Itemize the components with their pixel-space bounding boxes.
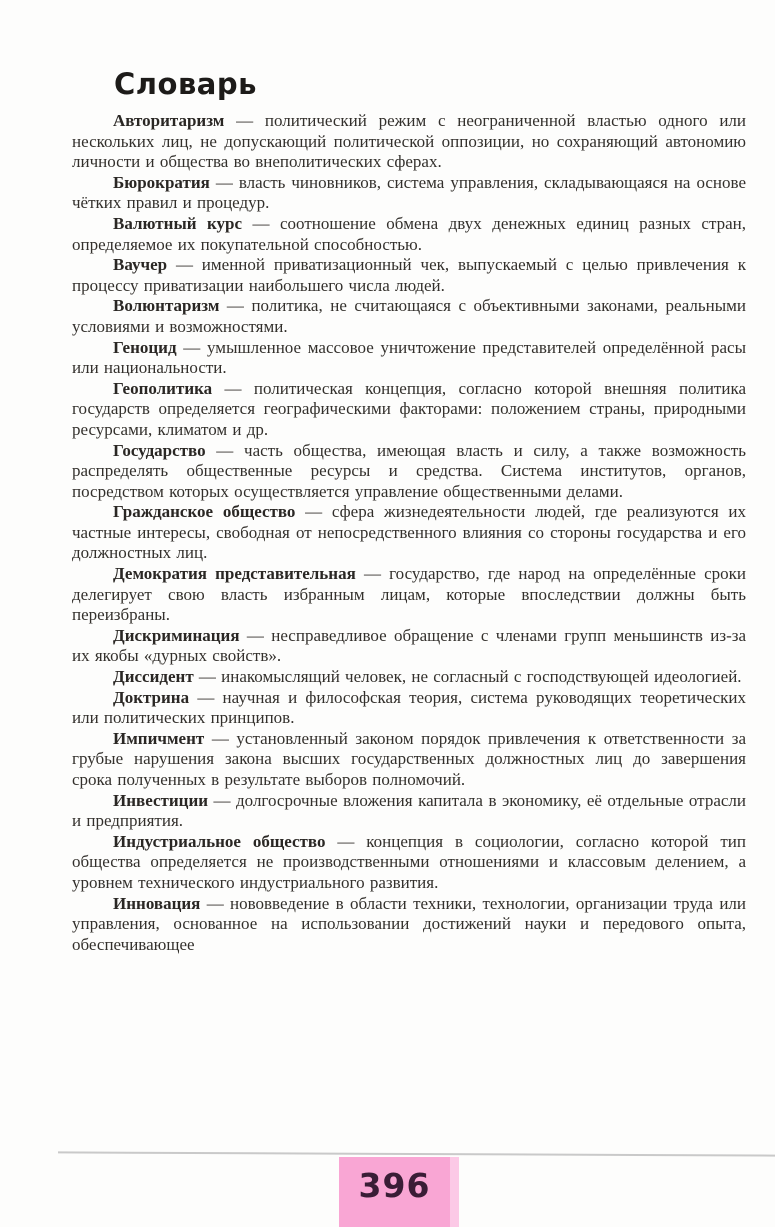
glossary-entry: Доктрина — научная и философская теория, система руководящих теоретических или политических принципов.	[72, 687, 746, 728]
glossary-term: Ваучер	[113, 255, 168, 275]
glossary-entry: Авторитаризм — политический режим с неограниченной властью одного или нескольких лиц, не допускающий политической оппозиции, но сохраняющий автономию личности и общества во внеполитических сферах.	[72, 111, 746, 172]
glossary-entry: Инвестиции — долгосрочные вложения капитала в экономику, её отдельные отрасли и предприятия.	[72, 790, 746, 831]
glossary-entry: Геноцид — умышленное массовое уничтожение представителей определённой расы или национальности.	[72, 337, 746, 378]
glossary-entry: Волюнтаризм — политика, не считающаяся с объективными законами, реальными условиями и возможностями.	[72, 296, 746, 336]
glossary-term: Инвестиции	[113, 790, 209, 810]
glossary-entry: Валютный курс — соотношение обмена двух денежных единиц разных стран, определяемое их покупательной способностью.	[72, 213, 746, 254]
glossary-term: Государство	[113, 440, 206, 460]
page-number-tab-edge	[450, 1157, 459, 1227]
glossary-term: Бюрократия	[113, 172, 210, 192]
glossary-term: Дискриминация	[113, 625, 240, 645]
glossary-entry: Ваучер — именной приватизационный чек, выпускаемый с целью привлечения к процессу приватизации наибольшего числа людей.	[72, 255, 746, 295]
glossary-term: Индустриальное общество	[113, 831, 326, 851]
glossary-term: Гражданское общество	[113, 502, 296, 522]
glossary-term: Доктрина	[113, 687, 190, 707]
glossary-entry: Государство — часть общества, имеющая власть и силу, а также возможность распределять общественные ресурсы и средства. Система институтов, органов, посредством которых осуществляется управление общественными делами.	[72, 440, 746, 501]
glossary-entry: Диссидент — инакомыслящий человек, не согласный с господствующей идеологией.	[113, 667, 742, 687]
glossary-entry: Демократия представительная — государство, где народ на определённые сроки делегирует свою власть избранным лицам, которые впоследствии должны быть переизбраны.	[72, 564, 746, 625]
glossary-entry: Инновация — нововведение в области техники, технологии, организации труда или управления, основанное на использовании достижений науки и передового опыта, обеспечивающее	[72, 893, 746, 954]
glossary-term: Инновация	[113, 893, 201, 913]
page-number: 396	[358, 1166, 431, 1205]
glossary-entry: Импичмент — установленный законом порядок привлечения к ответственности за грубые нарушения закона высших государственных должностных лиц до завершения срока полученных в результате выборов полномочий.	[72, 728, 746, 789]
glossary-term: Волюнтаризм	[113, 296, 220, 316]
glossary-term: Демократия представительная	[113, 564, 356, 584]
glossary-entry: Геополитика — политическая концепция, согласно которой внешняя политика государств определяется географическими факторами: положением страны, природными ресурсами, климатом и др.	[72, 378, 746, 439]
glossary-entry: Бюрократия — власть чиновников, система управления, складывающаяся на основе чётких правил и процедур.	[72, 172, 746, 213]
glossary-term: Импичмент	[113, 728, 205, 748]
glossary-term: Диссидент	[113, 667, 194, 687]
glossary-entry: Индустриальное общество — концепция в социологии, согласно которой тип общества определяется не производственными отношениями и классовым делением, а уровнем технического индустриального развития.	[72, 831, 746, 892]
glossary-entry: Гражданское общество — сфера жизнедеятельности людей, где реализуются их частные интересы, свободная от непосредственного влияния со стороны государства и его должностных лиц.	[72, 502, 746, 563]
glossary-term: Авторитаризм	[113, 111, 225, 130]
glossary-term: Валютный курс	[113, 213, 243, 233]
glossary-term: Геноцид	[113, 337, 177, 357]
page-title: Словарь	[114, 67, 257, 102]
glossary-term: Геополитика	[113, 378, 213, 398]
glossary-entry: Дискриминация — несправедливое обращение с членами групп меньшинств из-за их якобы «дурных свойств».	[72, 625, 746, 666]
glossary	[72, 111, 746, 1154]
